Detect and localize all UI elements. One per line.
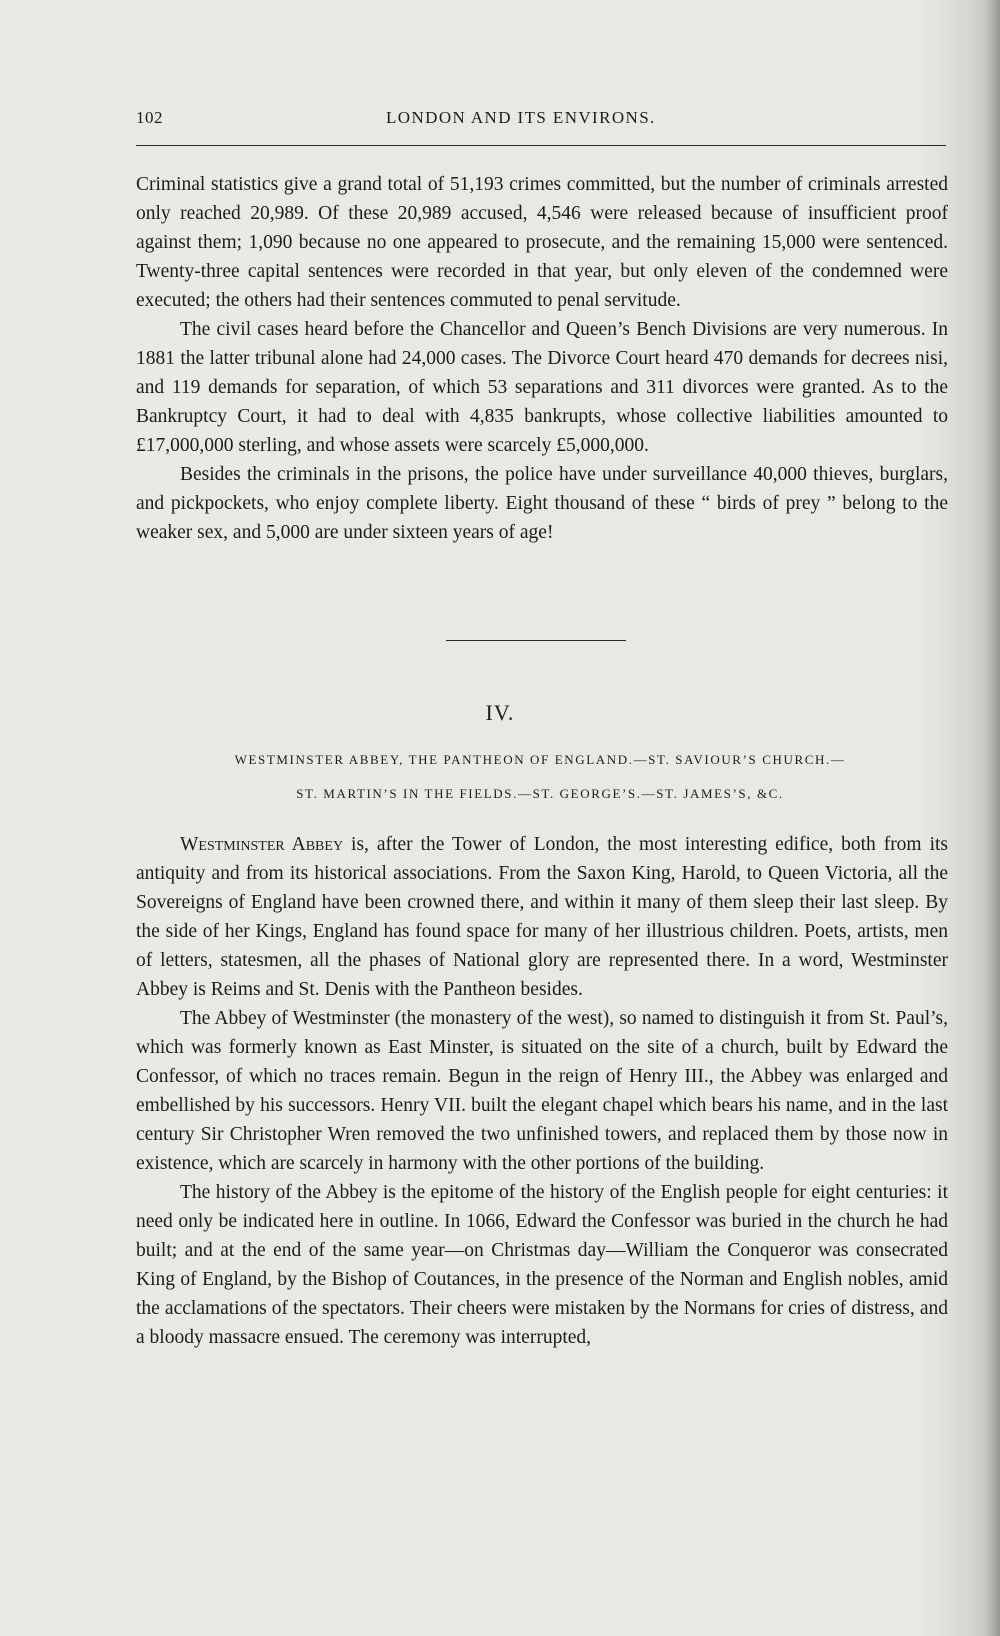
page-header [136, 104, 946, 134]
opening-small-caps: Westminster Abbey [180, 834, 344, 855]
paragraph-abbey-history: The Abbey of Westminster (the monastery of the west), so named to distinguish it from St. Paul’s, which was formerly known as East Minster, is situated on the site of a church, built by Edward the Confessor, of which no traces remain. Begun in the reign of Henry III., the Abbey was enlarged and embellished by his successors. Henry VII. built the elegant chapel which bears his name, and in the last century Sir Christopher Wren removed the two unfinished towers, and replaced them by those now in existence, which are scarcely in harmony with the other portions of the building. [136, 1008, 948, 1174]
paragraph-westminster-intro-text: is, after the Tower of London, the most interesting edifice, both from its antiquity and from its historical associations. From the Saxon King, Harold, to Queen Victoria, all the Sovereigns of England have been crowned there, and within it many of them sleep their last sleep. By the side of her Kings, England has found space for many of her illustrious children. Poets, artists, men of letters, statesmen, all the phases of National glory are represented there. In a word, Westminster Abbey is Reims and St. Denis with the Pantheon besides. [136, 834, 948, 1000]
scan-edge-shadow [986, 0, 1000, 1636]
page-number: 102 [136, 108, 163, 127]
running-title: LONDON AND ITS ENVIRONS. [386, 108, 656, 127]
chapter-number: IV. [485, 700, 515, 725]
criminal-statistics-section [136, 170, 948, 547]
paragraph-westminster-intro [136, 830, 948, 1004]
paragraph-criminal-statistics: Criminal statistics give a grand total of 51,193 crimes committed, but the number of criminals arrested only reached 20,989. Of these 20,989 accused, 4,546 were released because of insufficient proof against them; 1,090 because no one appeared to prosecute, and the remaining 15,000 were sentenced. Twenty-three capital sentences were recorded in that year, but only eleven of the condemned were executed; the others had their sentences commuted to penal servitude. [136, 174, 948, 311]
paragraph-abbey-epitome: The history of the Abbey is the epitome of the history of the English people for eight centuries: it need only be indicated here in outline. In 1066, Edward the Confessor was buried in the church he had built; and at the end of the same year—on Christmas day—William the Conqueror was consecrated King of England, by the Bishop of Coutances, in the presence of the Norman and English nobles, amid the acclamations of the spectators. Their cheers were mistaken by the Normans for cries of distress, and a bloody massacre ensued. The ceremony was interrupted, [136, 1182, 948, 1348]
paragraph-police-surveillance: Besides the criminals in the prisons, the police have under surveillance 40,000 thieves, burglars, and pickpockets, who enjoy complete liberty. Eight thousand of these “ birds of prey ” belong to the weaker sex, and 5,000 are under sixteen years of age! [136, 464, 948, 543]
paragraph-civil-cases: The civil cases heard before the Chancellor and Queen’s Bench Divisions are very numerous. In 1881 the latter tribunal alone had 24,000 cases. The Divorce Court heard 470 demands for decrees nisi, and 119 demands for separation, of which 53 separations and 311 divorces were granted. As to the Bankruptcy Court, it had to deal with 4,835 bankrupts, whose collective liabilities amounted to £17,000,000 sterling, and whose assets were scarcely £5,000,000. [136, 319, 948, 456]
header-rule [136, 145, 946, 146]
westminster-abbey-section [136, 830, 948, 1352]
chapter-subtitle-line-1: WESTMINSTER ABBEY, THE PANTHEON OF ENGLAND.—ST. SAVIOUR’S CHURCH.— [234, 752, 846, 767]
chapter-subtitle-line-2: ST. MARTIN’S IN THE FIELDS.—ST. GEORGE’S.—ST. JAMES’S, &C. [296, 786, 784, 801]
section-divider [446, 640, 626, 641]
